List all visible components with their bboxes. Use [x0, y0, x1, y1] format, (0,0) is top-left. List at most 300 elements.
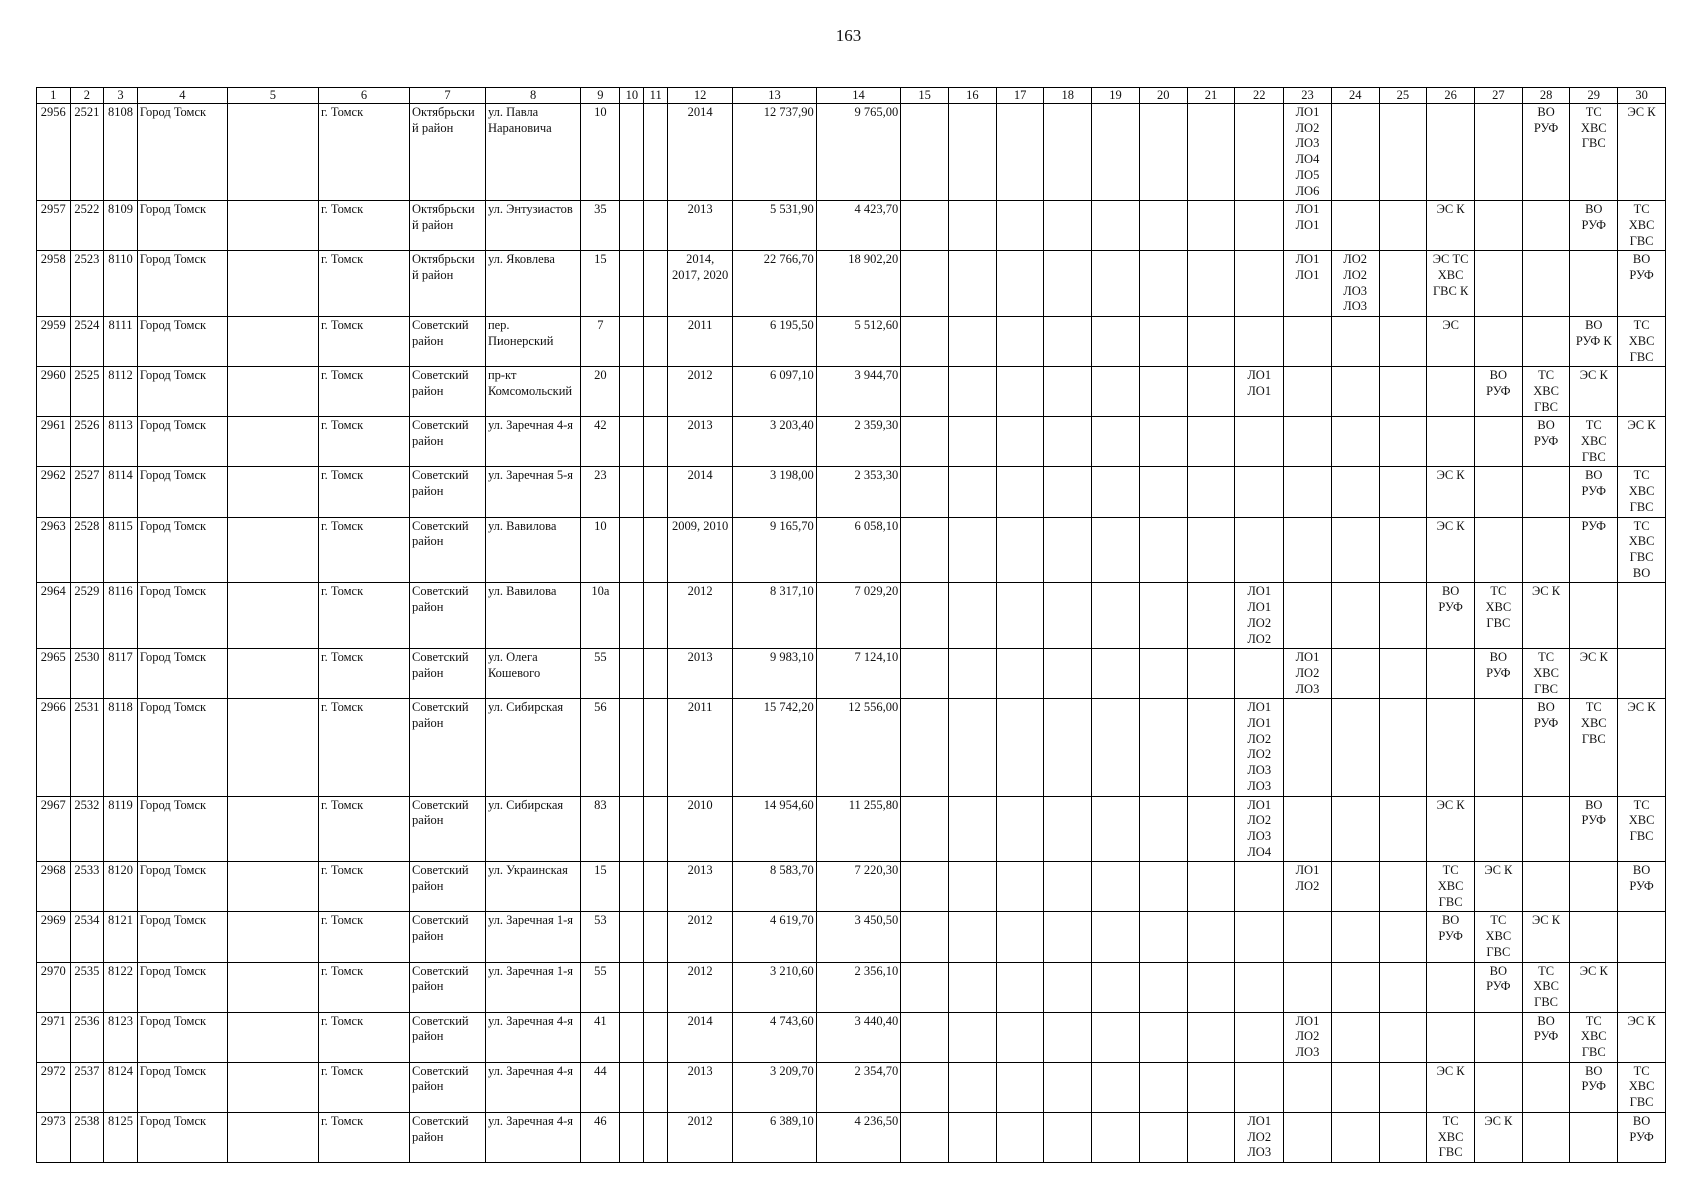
cell-col-13: 22 766,70: [733, 251, 817, 317]
cell-col-29: [1570, 251, 1618, 317]
cell-col-11: [644, 1012, 668, 1062]
cell-col-22: [1235, 317, 1284, 367]
cell-col-24: [1331, 367, 1379, 417]
cell-col-19: [1092, 1012, 1140, 1062]
cell-col-23: [1284, 583, 1332, 649]
cell-col-27: [1474, 317, 1522, 367]
cell-col-5: [227, 912, 318, 962]
cell-col-18: [1044, 912, 1092, 962]
cell-col-1: 2963: [37, 517, 71, 583]
cell-col-30: ВО РУФ: [1618, 251, 1666, 317]
cell-col-13: 8 317,10: [733, 583, 817, 649]
cell-col-24: [1331, 1112, 1379, 1162]
cell-col-9: 55: [581, 962, 620, 1012]
cell-col-30: ЭС К: [1618, 417, 1666, 467]
cell-col-13: 4 743,60: [733, 1012, 817, 1062]
cell-col-19: [1092, 317, 1140, 367]
cell-col-1: 2969: [37, 912, 71, 962]
cell-col-8: ул. Вавилова: [485, 517, 580, 583]
cell-col-9: 42: [581, 417, 620, 467]
cell-col-28: ЭС К: [1522, 583, 1570, 649]
cell-col-24: [1331, 417, 1379, 467]
cell-col-9: 56: [581, 699, 620, 796]
cell-col-21: [1187, 417, 1235, 467]
column-header-23: 23: [1284, 88, 1332, 104]
cell-col-10: [620, 699, 644, 796]
column-header-21: 21: [1187, 88, 1235, 104]
cell-col-5: [227, 649, 318, 699]
cell-col-18: [1044, 251, 1092, 317]
cell-col-8: пер. Пионерский: [485, 317, 580, 367]
cell-col-9: 23: [581, 467, 620, 517]
cell-col-20: [1139, 962, 1187, 1012]
cell-col-2: 2526: [70, 417, 104, 467]
cell-col-8: ул. Заречная 4-я: [485, 417, 580, 467]
cell-col-7: Октябрьски й район: [410, 201, 486, 251]
cell-col-15: [901, 1012, 949, 1062]
cell-col-11: [644, 251, 668, 317]
cell-col-23: ЛО1 ЛО2 ЛО3 ЛО4 ЛО5 ЛО6: [1284, 104, 1332, 201]
cell-col-17: [996, 251, 1044, 317]
cell-col-8: ул. Павла Нарановича: [485, 104, 580, 201]
cell-col-15: [901, 912, 949, 962]
cell-col-20: [1139, 104, 1187, 201]
cell-col-30: ТС ХВС ГВС: [1618, 201, 1666, 251]
column-header-9: 9: [581, 88, 620, 104]
cell-col-7: Советский район: [410, 796, 486, 862]
cell-col-16: [949, 912, 997, 962]
cell-col-5: [227, 699, 318, 796]
cell-col-1: 2960: [37, 367, 71, 417]
cell-col-5: [227, 583, 318, 649]
cell-col-20: [1139, 912, 1187, 962]
cell-col-14: 4 236,50: [816, 1112, 901, 1162]
cell-col-29: ЭС К: [1570, 962, 1618, 1012]
cell-col-29: ТС ХВС ГВС: [1570, 699, 1618, 796]
cell-col-14: 11 255,80: [816, 796, 901, 862]
cell-col-17: [996, 796, 1044, 862]
cell-col-19: [1092, 962, 1140, 1012]
table-row: [37, 699, 1666, 796]
cell-col-17: [996, 417, 1044, 467]
cell-col-21: [1187, 583, 1235, 649]
housing-register-table: [36, 87, 1666, 1163]
cell-col-26: ЭС К: [1427, 467, 1475, 517]
cell-col-9: 35: [581, 201, 620, 251]
cell-col-14: 7 124,10: [816, 649, 901, 699]
cell-col-2: 2535: [70, 962, 104, 1012]
cell-col-10: [620, 962, 644, 1012]
cell-col-7: Советский район: [410, 517, 486, 583]
cell-col-15: [901, 1112, 949, 1162]
cell-col-16: [949, 251, 997, 317]
column-header-17: 17: [996, 88, 1044, 104]
cell-col-13: 3 198,00: [733, 467, 817, 517]
cell-col-11: [644, 1112, 668, 1162]
cell-col-27: ТС ХВС ГВС: [1474, 583, 1522, 649]
cell-col-28: [1522, 1112, 1570, 1162]
cell-col-27: ВО РУФ: [1474, 367, 1522, 417]
cell-col-1: 2962: [37, 467, 71, 517]
cell-col-9: 7: [581, 317, 620, 367]
cell-col-20: [1139, 1112, 1187, 1162]
cell-col-1: 2972: [37, 1062, 71, 1112]
cell-col-12: 2013: [668, 1062, 733, 1112]
cell-col-29: ВО РУФ К: [1570, 317, 1618, 367]
cell-col-3: 8120: [104, 862, 138, 912]
cell-col-4: Город Томск: [137, 649, 227, 699]
cell-col-26: ЭС К: [1427, 517, 1475, 583]
cell-col-10: [620, 367, 644, 417]
cell-col-17: [996, 1062, 1044, 1112]
cell-col-23: [1284, 796, 1332, 862]
cell-col-8: ул. Заречная 5-я: [485, 467, 580, 517]
cell-col-16: [949, 583, 997, 649]
cell-col-1: 2966: [37, 699, 71, 796]
column-header-15: 15: [901, 88, 949, 104]
cell-col-10: [620, 467, 644, 517]
cell-col-10: [620, 417, 644, 467]
cell-col-29: ТС ХВС ГВС: [1570, 1012, 1618, 1062]
cell-col-3: 8116: [104, 583, 138, 649]
cell-col-26: ТС ХВС ГВС: [1427, 862, 1475, 912]
cell-col-16: [949, 862, 997, 912]
cell-col-15: [901, 317, 949, 367]
column-header-22: 22: [1235, 88, 1284, 104]
cell-col-6: г. Томск: [318, 1112, 409, 1162]
cell-col-23: [1284, 317, 1332, 367]
cell-col-19: [1092, 862, 1140, 912]
cell-col-23: ЛО1 ЛО1: [1284, 201, 1332, 251]
cell-col-15: [901, 517, 949, 583]
cell-col-18: [1044, 583, 1092, 649]
cell-col-23: [1284, 417, 1332, 467]
cell-col-10: [620, 796, 644, 862]
cell-col-19: [1092, 201, 1140, 251]
cell-col-1: 2970: [37, 962, 71, 1012]
cell-col-28: ВО РУФ: [1522, 1012, 1570, 1062]
cell-col-19: [1092, 1112, 1140, 1162]
cell-col-25: [1379, 317, 1427, 367]
cell-col-22: [1235, 1062, 1284, 1112]
cell-col-11: [644, 962, 668, 1012]
cell-col-8: ул. Заречная 1-я: [485, 912, 580, 962]
cell-col-8: ул. Яковлева: [485, 251, 580, 317]
cell-col-9: 20: [581, 367, 620, 417]
cell-col-28: ВО РУФ: [1522, 104, 1570, 201]
cell-col-15: [901, 699, 949, 796]
cell-col-28: ВО РУФ: [1522, 417, 1570, 467]
cell-col-13: 4 619,70: [733, 912, 817, 962]
cell-col-12: 2011: [668, 699, 733, 796]
cell-col-10: [620, 251, 644, 317]
column-header-6: 6: [318, 88, 409, 104]
cell-col-21: [1187, 251, 1235, 317]
cell-col-24: [1331, 649, 1379, 699]
cell-col-22: [1235, 251, 1284, 317]
column-header-25: 25: [1379, 88, 1427, 104]
cell-col-19: [1092, 104, 1140, 201]
cell-col-3: 8114: [104, 467, 138, 517]
cell-col-3: 8121: [104, 912, 138, 962]
cell-col-26: ТС ХВС ГВС: [1427, 1112, 1475, 1162]
column-header-16: 16: [949, 88, 997, 104]
cell-col-21: [1187, 796, 1235, 862]
cell-col-1: 2973: [37, 1112, 71, 1162]
cell-col-6: г. Томск: [318, 251, 409, 317]
cell-col-18: [1044, 104, 1092, 201]
cell-col-21: [1187, 649, 1235, 699]
cell-col-11: [644, 912, 668, 962]
cell-col-14: 2 359,30: [816, 417, 901, 467]
cell-col-14: 6 058,10: [816, 517, 901, 583]
cell-col-21: [1187, 517, 1235, 583]
cell-col-30: [1618, 962, 1666, 1012]
cell-col-5: [227, 367, 318, 417]
cell-col-5: [227, 1112, 318, 1162]
cell-col-9: 15: [581, 862, 620, 912]
cell-col-12: 2014: [668, 104, 733, 201]
cell-col-1: 2958: [37, 251, 71, 317]
cell-col-12: 2009, 2010: [668, 517, 733, 583]
cell-col-18: [1044, 201, 1092, 251]
cell-col-27: [1474, 796, 1522, 862]
cell-col-8: ул. Сибирская: [485, 699, 580, 796]
column-header-2: 2: [70, 88, 104, 104]
cell-col-24: [1331, 796, 1379, 862]
cell-col-3: 8119: [104, 796, 138, 862]
cell-col-20: [1139, 583, 1187, 649]
cell-col-25: [1379, 201, 1427, 251]
cell-col-4: Город Томск: [137, 317, 227, 367]
cell-col-1: 2956: [37, 104, 71, 201]
cell-col-12: 2014, 2017, 2020: [668, 251, 733, 317]
cell-col-17: [996, 862, 1044, 912]
cell-col-21: [1187, 104, 1235, 201]
cell-col-1: 2957: [37, 201, 71, 251]
cell-col-4: Город Томск: [137, 367, 227, 417]
cell-col-15: [901, 251, 949, 317]
cell-col-23: ЛО1 ЛО1: [1284, 251, 1332, 317]
cell-col-14: 5 512,60: [816, 317, 901, 367]
cell-col-14: 7 220,30: [816, 862, 901, 912]
cell-col-5: [227, 796, 318, 862]
cell-col-1: 2967: [37, 796, 71, 862]
cell-col-25: [1379, 649, 1427, 699]
table-row: [37, 912, 1666, 962]
cell-col-23: [1284, 699, 1332, 796]
cell-col-29: ТС ХВС ГВС: [1570, 104, 1618, 201]
cell-col-25: [1379, 1012, 1427, 1062]
cell-col-26: [1427, 699, 1475, 796]
cell-col-2: 2534: [70, 912, 104, 962]
cell-col-25: [1379, 367, 1427, 417]
cell-col-9: 10а: [581, 583, 620, 649]
cell-col-16: [949, 796, 997, 862]
cell-col-3: 8123: [104, 1012, 138, 1062]
cell-col-5: [227, 417, 318, 467]
cell-col-17: [996, 1112, 1044, 1162]
cell-col-29: ВО РУФ: [1570, 796, 1618, 862]
cell-col-12: 2012: [668, 962, 733, 1012]
cell-col-3: 8122: [104, 962, 138, 1012]
cell-col-7: Советский район: [410, 367, 486, 417]
cell-col-11: [644, 467, 668, 517]
cell-col-14: 2 353,30: [816, 467, 901, 517]
cell-col-18: [1044, 417, 1092, 467]
cell-col-5: [227, 862, 318, 912]
cell-col-4: Город Томск: [137, 912, 227, 962]
cell-col-4: Город Томск: [137, 104, 227, 201]
cell-col-6: г. Томск: [318, 317, 409, 367]
column-number-header-row: [37, 88, 1666, 104]
cell-col-12: 2012: [668, 912, 733, 962]
cell-col-2: 2522: [70, 201, 104, 251]
cell-col-19: [1092, 912, 1140, 962]
cell-col-3: 8113: [104, 417, 138, 467]
cell-col-27: [1474, 201, 1522, 251]
cell-col-17: [996, 649, 1044, 699]
table-row: [37, 417, 1666, 467]
cell-col-30: ВО РУФ: [1618, 862, 1666, 912]
cell-col-13: 15 742,20: [733, 699, 817, 796]
table-row: [37, 1012, 1666, 1062]
cell-col-9: 44: [581, 1062, 620, 1112]
cell-col-20: [1139, 1012, 1187, 1062]
cell-col-7: Советский район: [410, 583, 486, 649]
cell-col-8: ул. Вавилова: [485, 583, 580, 649]
cell-col-27: ЭС К: [1474, 1112, 1522, 1162]
table-row: [37, 862, 1666, 912]
cell-col-11: [644, 104, 668, 201]
cell-col-24: [1331, 467, 1379, 517]
cell-col-30: ЭС К: [1618, 104, 1666, 201]
cell-col-3: 8111: [104, 317, 138, 367]
cell-col-16: [949, 649, 997, 699]
cell-col-8: ул. Заречная 1-я: [485, 962, 580, 1012]
cell-col-21: [1187, 699, 1235, 796]
cell-col-21: [1187, 201, 1235, 251]
cell-col-23: [1284, 962, 1332, 1012]
cell-col-2: 2531: [70, 699, 104, 796]
cell-col-24: [1331, 317, 1379, 367]
cell-col-8: ул. Сибирская: [485, 796, 580, 862]
cell-col-8: ул. Заречная 4-я: [485, 1062, 580, 1112]
cell-col-2: 2523: [70, 251, 104, 317]
cell-col-13: 9 165,70: [733, 517, 817, 583]
cell-col-10: [620, 649, 644, 699]
page-number: 163: [835, 26, 862, 45]
cell-col-12: 2014: [668, 467, 733, 517]
cell-col-4: Город Томск: [137, 251, 227, 317]
cell-col-25: [1379, 862, 1427, 912]
cell-col-24: ЛО2 ЛО2 ЛО3 ЛО3: [1331, 251, 1379, 317]
cell-col-17: [996, 583, 1044, 649]
cell-col-11: [644, 862, 668, 912]
table-row: [37, 796, 1666, 862]
cell-col-11: [644, 417, 668, 467]
cell-col-5: [227, 467, 318, 517]
cell-col-28: [1522, 517, 1570, 583]
cell-col-19: [1092, 251, 1140, 317]
column-header-8: 8: [485, 88, 580, 104]
cell-col-12: 2013: [668, 201, 733, 251]
cell-col-30: [1618, 649, 1666, 699]
cell-col-29: ТС ХВС ГВС: [1570, 417, 1618, 467]
cell-col-9: 53: [581, 912, 620, 962]
cell-col-26: ЭС: [1427, 317, 1475, 367]
cell-col-7: Советский район: [410, 1012, 486, 1062]
cell-col-18: [1044, 649, 1092, 699]
cell-col-10: [620, 912, 644, 962]
cell-col-7: Советский район: [410, 862, 486, 912]
cell-col-7: Советский район: [410, 699, 486, 796]
cell-col-25: [1379, 699, 1427, 796]
cell-col-13: 14 954,60: [733, 796, 817, 862]
cell-col-13: 8 583,70: [733, 862, 817, 912]
cell-col-13: 3 203,40: [733, 417, 817, 467]
cell-col-29: РУФ: [1570, 517, 1618, 583]
cell-col-2: 2528: [70, 517, 104, 583]
cell-col-17: [996, 104, 1044, 201]
cell-col-4: Город Томск: [137, 583, 227, 649]
cell-col-15: [901, 367, 949, 417]
cell-col-7: Советский район: [410, 417, 486, 467]
table-row: [37, 649, 1666, 699]
cell-col-10: [620, 862, 644, 912]
cell-col-30: [1618, 583, 1666, 649]
cell-col-2: 2533: [70, 862, 104, 912]
cell-col-16: [949, 1012, 997, 1062]
cell-col-25: [1379, 417, 1427, 467]
cell-col-19: [1092, 699, 1140, 796]
cell-col-14: 12 556,00: [816, 699, 901, 796]
cell-col-10: [620, 317, 644, 367]
cell-col-12: 2013: [668, 649, 733, 699]
cell-col-1: 2959: [37, 317, 71, 367]
cell-col-2: 2524: [70, 317, 104, 367]
cell-col-6: г. Томск: [318, 467, 409, 517]
cell-col-29: [1570, 912, 1618, 962]
cell-col-5: [227, 517, 318, 583]
cell-col-7: Советский район: [410, 467, 486, 517]
column-header-14: 14: [816, 88, 901, 104]
cell-col-16: [949, 417, 997, 467]
cell-col-9: 10: [581, 104, 620, 201]
column-header-13: 13: [733, 88, 817, 104]
cell-col-10: [620, 583, 644, 649]
cell-col-7: Советский район: [410, 317, 486, 367]
cell-col-22: [1235, 517, 1284, 583]
table-row: [37, 201, 1666, 251]
cell-col-26: [1427, 962, 1475, 1012]
cell-col-5: [227, 1062, 318, 1112]
cell-col-19: [1092, 583, 1140, 649]
cell-col-22: [1235, 104, 1284, 201]
cell-col-11: [644, 201, 668, 251]
cell-col-17: [996, 912, 1044, 962]
cell-col-23: [1284, 367, 1332, 417]
cell-col-13: 3 210,60: [733, 962, 817, 1012]
cell-col-22: [1235, 962, 1284, 1012]
column-header-1: 1: [37, 88, 71, 104]
cell-col-25: [1379, 251, 1427, 317]
cell-col-28: ВО РУФ: [1522, 699, 1570, 796]
cell-col-23: ЛО1 ЛО2 ЛО3: [1284, 649, 1332, 699]
cell-col-14: 3 440,40: [816, 1012, 901, 1062]
cell-col-17: [996, 317, 1044, 367]
cell-col-20: [1139, 796, 1187, 862]
